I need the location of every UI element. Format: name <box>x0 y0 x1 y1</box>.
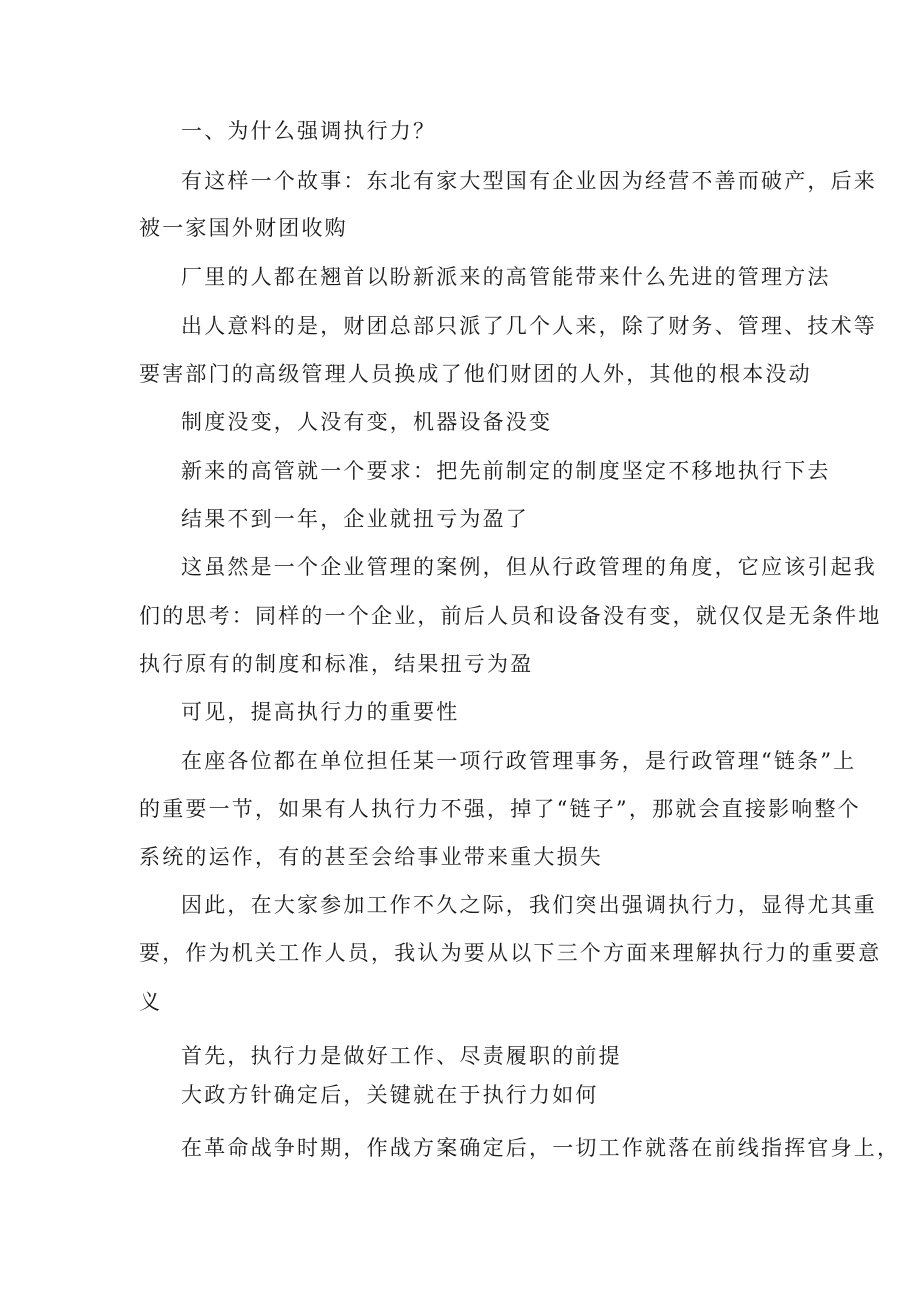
paragraph-line: 们的思考：同样的一个企业，前后人员和设备没有变，就仅仅是无条件地 <box>139 604 882 628</box>
paragraph-line: 在座各位都在单位担任某一项行政管理事务，是行政管理“链条”上 <box>181 749 857 773</box>
paragraph-line: 因此，在大家参加工作不久之际，我们突出强调执行力，显得尤其重 <box>181 893 877 917</box>
paragraph-line: 可见，提高执行力的重要性 <box>181 700 460 724</box>
paragraph-line: 新来的高管就一个要求：把先前制定的制度坚定不移地执行下去 <box>181 459 831 483</box>
paragraph-line: 大政方针确定后，关键就在于执行力如何 <box>181 1083 599 1107</box>
paragraph-line: 结果不到一年，企业就扭亏为盈了 <box>181 507 529 531</box>
paragraph-line: 要，作为机关工作人员，我认为要从以下三个方面来理解执行力的重要意 <box>139 941 882 965</box>
paragraph-line: 执行原有的制度和标准，结果扭亏为盈 <box>139 652 534 676</box>
paragraph-line: 出人意料的是，财团总部只派了几个人来，除了财务、管理、技术等 <box>181 314 877 338</box>
section-heading: 一、为什么强调执行力？ <box>181 119 437 143</box>
paragraph-line: 的重要一节，如果有人执行力不强，掉了“链子”，那就会直接影响整个 <box>139 797 861 821</box>
paragraph-line: 义 <box>139 990 163 1014</box>
paragraph-line: 厂里的人都在翘首以盼新派来的高管能带来什么先进的管理方法 <box>181 265 831 289</box>
paragraph-line: 被一家国外财团收购 <box>139 216 348 240</box>
paragraph-line: 首先，执行力是做好工作、尽责履职的前提 <box>181 1044 622 1068</box>
paragraph-line: 有这样一个故事：东北有家大型国有企业因为经营不善而破产，后来 <box>181 169 877 193</box>
paragraph-line: 制度没变，人没有变，机器设备没变 <box>181 410 553 434</box>
paragraph-line: 要害部门的高级管理人员换成了他们财团的人外，其他的根本没动 <box>139 362 812 386</box>
paragraph-line: 这虽然是一个企业管理的案例，但从行政管理的角度，它应该引起我 <box>181 555 877 579</box>
paragraph-line: 在革命战争时期，作战方案确定后，一切工作就落在前线指挥官身上， <box>181 1136 901 1160</box>
paragraph-line: 系统的运作，有的甚至会给事业带来重大损失 <box>139 845 603 869</box>
